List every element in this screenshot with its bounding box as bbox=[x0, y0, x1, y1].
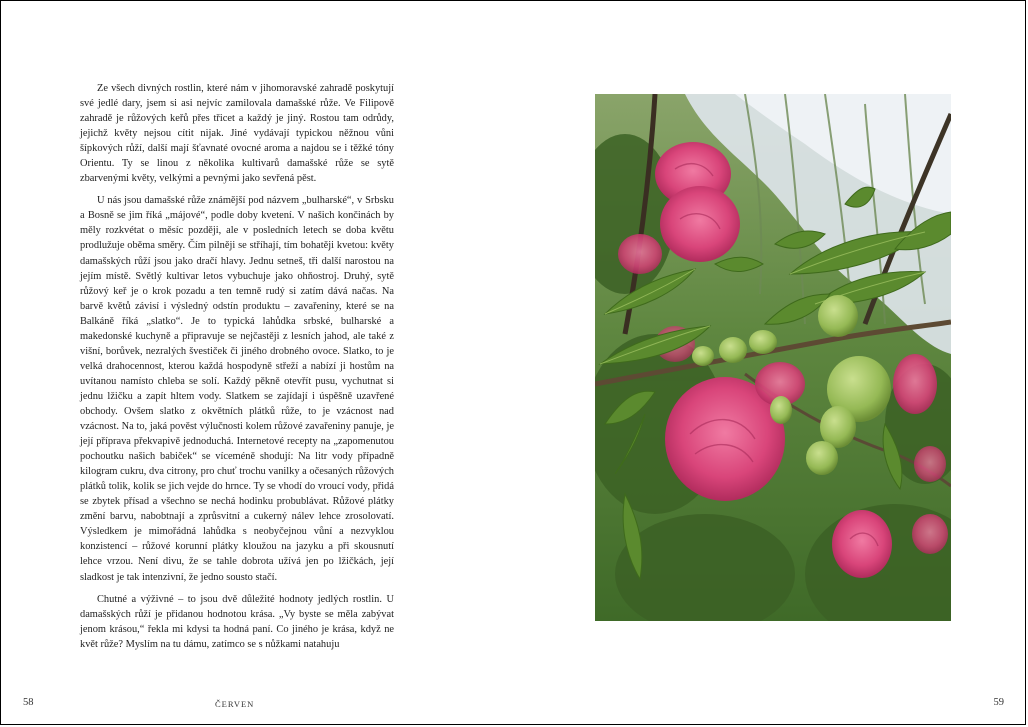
paragraph-1: Ze všech divných rostlin, které nám v jihomoravské zahradě poskytují své jedlé dary, jsem si asi nejvíc zamilovala damašské růže. Ve Filipově zahradě je růžových keřů přes třicet a každý je jiný. Rostou tam odrůdy, jejichž květy nejsou cítit nijak. Jiné vydávají typickou něžnou vůni šípkových růží, další mají šťavnaté ovocné aroma a najdou se i těžké tóny Orientu. Ty se linou z několika kultivarů damašské růže se sytě zbarvenými květy, velkými a pevnými jako sevřená pěst. bbox=[80, 83, 394, 185]
page-number-left: 58 bbox=[23, 697, 34, 708]
rose-photo bbox=[595, 94, 951, 621]
paragraph-3: Chutné a výživné – to jsou dvě důležité hodnoty jedlých rostlin. U damašských růží je přidanou hodnotou krása. „Vy byste se měla zabývat jenom krásou,“ řekla mi kdysi ta hodná paní. Co jiného je krása, když ne květ růže? Myslím na tu dámu, zatímco se s nůžkami natahuju bbox=[80, 593, 394, 650]
rose-photo-illustration bbox=[595, 94, 951, 621]
page-number-right: 59 bbox=[993, 697, 1004, 708]
body-text bbox=[80, 81, 394, 659]
paragraph-2: U nás jsou damašské růže známější pod názvem „bulharské“, v Srbsku a Bosně se jim říká „májové“, podle doby kvetení. V našich končinách by měly rozkvétat o měsíc později, ale v posledních letech se doba květu prodlužuje oběma směry. Čím pilněji se stříhají, tím bohatěji kvetou: květy damašských růží jsou jako dračí hlavy. Jednu setneš, tři další narostou na jejím místě. Světlý kultivar letos vybuchuje jako ohňostroj. Druhý, sytě růžový keř je o krok pozadu a ten temně rudý si zatím dává načas. Na barvě květů závisí i výsledný odstín produktu – zavařeniny, které se na Balkáně říká „slatko“. Je to typická lahůdka srbské, bulharské a makedonské kuchyně a připravuje se nejčastěji z lesních jahod, ale také z višní, borůvek, nezralých švestiček či jiného drobného ovoce. Slatko, to je velká drahocennost, kterou každá hospodyně střeží a nabízí ji hostům na uvítanou namísto chleba se solí. Každý pěkně otevřít pusu, vychutnat si jednu lžičku a zapít hltem vody. Slatkem se zajídají i úspěšně uzavřené obchody. Ovšem slatko z okvětních plátků růže, to je vzácnost nad vzácnost. Na to, jaká pověst výlučnosti kolem růžové zavařeniny panuje, je její příprava překvapivě jednoduchá. Internetové recepty na „zapomenutou pochoutku našich babiček“ se víceméně shodují: Na litr vody případně kilogram cukru, dva citrony, pro chuť trochu vanilky a očesaných růžových plátků tolik, kolik se jich vejde do hrnce. Ty se vhodí do vroucí vody, přidá se zbytek přísad a všechno se nechá hodinku probublávat. Růžové plátky změní barvu, nabobtnají a zprůsvitní a cukerný nálev lehce zrosolovatí. Výsledkem je mimořádná lahůdka s neobyčejnou vůní a nezvyklou konzistencí – růžové korunní plátky kloužou na jazyku a při skousnutí lehce vrzou. Není divu, že se tahle dobrota užívá jen po lžičkách, její sladkost je tak intenzivní, že jedno sousto stačí. bbox=[80, 195, 394, 583]
running-head: ČERVEN bbox=[215, 699, 255, 709]
